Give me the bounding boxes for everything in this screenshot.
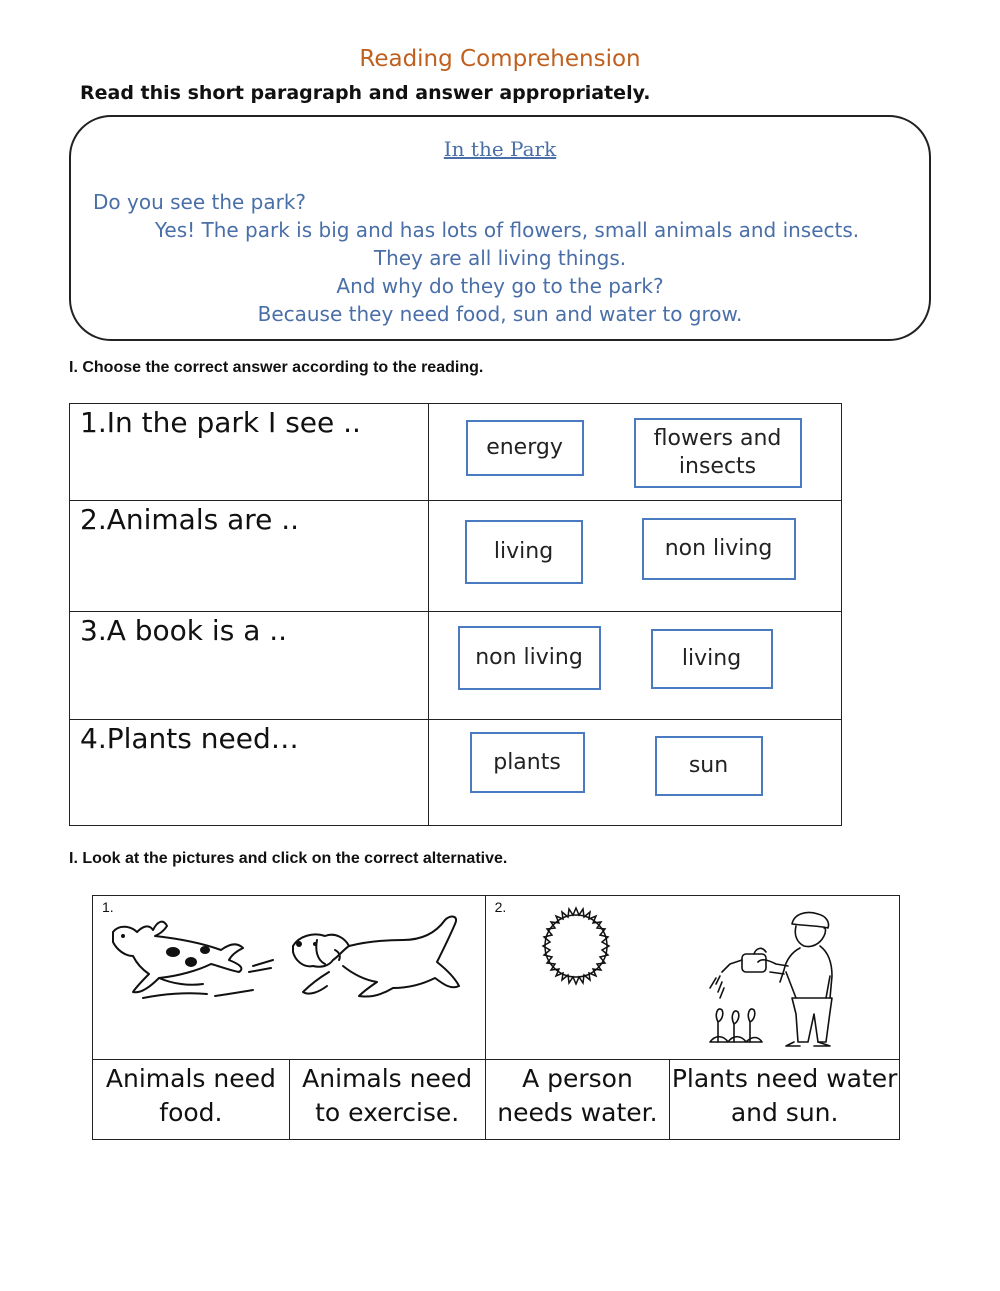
story-line: Yes! The park is big and has lots of flowers, small animals and insects. (154, 218, 860, 242)
question-3-text: 3.A book is a .. (80, 614, 288, 647)
story-title: In the Park (443, 137, 557, 161)
quiz-table (69, 403, 842, 826)
q1-option-energy[interactable]: energy (466, 420, 584, 476)
question-cell (70, 501, 429, 612)
answer-cell (428, 612, 841, 720)
picture-1-number: 1. (102, 899, 114, 915)
caption-cell (485, 1060, 670, 1140)
instruction-text: Read this short paragraph and answer appropriately. (80, 82, 651, 104)
q2-option-living[interactable]: living (465, 520, 583, 584)
quiz-row-2 (70, 501, 842, 612)
reading-passage-box (69, 115, 931, 341)
question-4-text: 4.Plants need… (80, 722, 299, 755)
q4-option-plants[interactable]: plants (470, 732, 585, 793)
answer-cell (428, 720, 841, 826)
picture-2-number: 2. (494, 899, 507, 915)
question-cell (70, 612, 429, 720)
picture-cell-1 (93, 896, 486, 1060)
sun-and-boy-watering-plants-image (530, 902, 890, 1052)
caption-cell (670, 1060, 900, 1140)
q3-option-living[interactable]: living (651, 629, 773, 689)
alt-person-needs-water[interactable]: A person needs water. (497, 1064, 658, 1127)
page-title: Reading Comprehension (359, 46, 641, 72)
caption-cell (289, 1060, 485, 1140)
picture-cell-2 (485, 896, 899, 1060)
answer-cell (428, 501, 841, 612)
picture-table (92, 895, 900, 1140)
alt-plants-need-water-and-sun[interactable]: Plants need water and sun. (671, 1064, 898, 1127)
story-line: They are all living things. (373, 246, 627, 270)
section-2-heading: I. Look at the pictures and click on the correct alternative. (69, 850, 508, 867)
quiz-row-1 (70, 404, 842, 501)
q3-option-non-living[interactable]: non living (458, 626, 601, 690)
running-dogs-image (103, 910, 473, 1010)
story-line: Do you see the park? (93, 190, 307, 214)
question-cell (70, 404, 429, 501)
caption-cell (93, 1060, 290, 1140)
quiz-row-4 (70, 720, 842, 826)
alt-animals-need-food[interactable]: Animals need food. (105, 1064, 276, 1127)
q1-option-flowers-and-insects[interactable]: flowers and insects (634, 418, 802, 488)
q4-option-sun[interactable]: sun (655, 736, 763, 796)
answer-cell (428, 404, 841, 501)
story-line: Because they need food, sun and water to grow. (257, 302, 743, 326)
quiz-row-3 (70, 612, 842, 720)
q2-option-non-living[interactable]: non living (642, 518, 796, 580)
story-line: And why do they go to the park? (336, 274, 664, 298)
picture-row (93, 896, 900, 1060)
section-1-heading: I. Choose the correct answer according to the reading. (69, 359, 484, 376)
caption-row (93, 1060, 900, 1140)
alt-animals-need-exercise[interactable]: Animals need to exercise. (302, 1064, 473, 1127)
question-cell (70, 720, 429, 826)
question-2-text: 2.Animals are .. (80, 503, 300, 536)
question-1-text: 1.In the park I see .. (80, 406, 361, 439)
